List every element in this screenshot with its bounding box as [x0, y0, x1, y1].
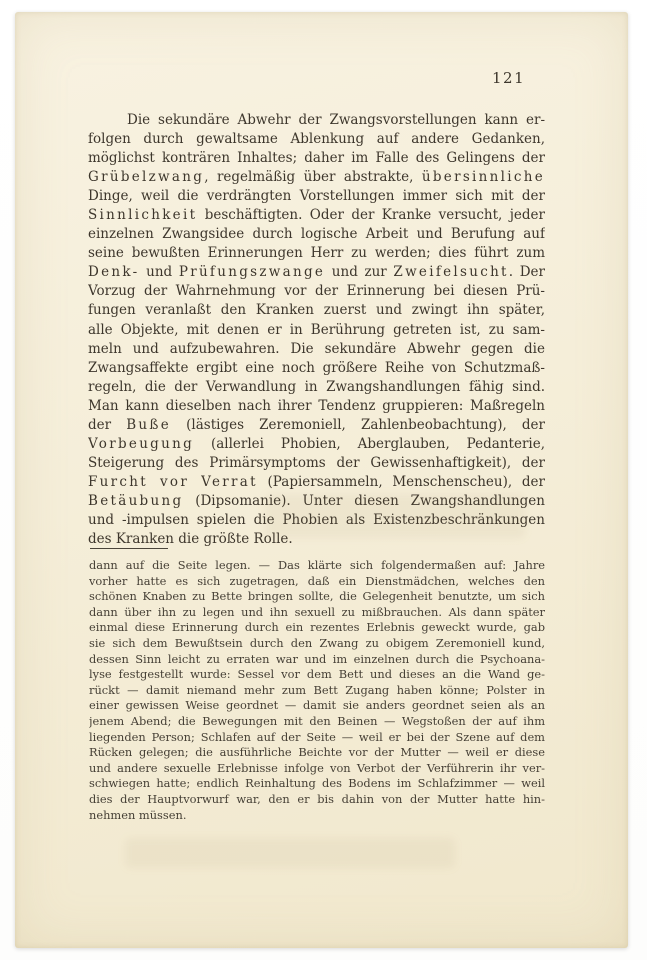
emphasized-letterspaced-text: Furcht vor Verrat [88, 473, 258, 490]
text-line: regeln, die der Verwandlung in Zwangshandlungen fähig sind. [88, 378, 545, 395]
text-line: dies der Hauptvorwurf war, den er bis dahin von der Mutter hatte hin- [89, 791, 545, 806]
text-line: möglichst konträren Inhaltes; daher im Falle des Gelingens der [88, 150, 545, 167]
text-line: nehmen müssen. [89, 807, 187, 822]
text-line: jenem Abend; die Bewegungen mit den Beinen — Wegstoßen der auf ihm [89, 713, 545, 728]
footnote-text-block [89, 558, 545, 823]
text-line: dann auf die Seite legen. — Das klärte sich folgendermaßen auf: Jahre [89, 558, 545, 572]
bleed-through-smudge [125, 838, 455, 868]
text-line: Grübelzwang, regelmäßig über abstrakte, übersinnliche [88, 169, 545, 186]
text-line: dann über ihn zu legen und ihn sexuell zu mißbrauchen. Als dann später [89, 604, 545, 619]
text-line: der Buße (lästiges Zeremoniell, Zahlenbeobachtung), der [88, 416, 545, 433]
footnote-separator-rule [90, 548, 168, 549]
text-line: lyse festgestellt wurde: Sessel vor dem Bett und dieses an die Wand ge- [89, 667, 545, 682]
page-number: 121 [492, 69, 526, 87]
text-line: folgen durch gewaltsame Ablenkung auf andere Gedanken, [88, 131, 545, 148]
bleed-through-smudge [265, 494, 525, 538]
book-page [15, 12, 628, 948]
text-line: und andere sexuelle Erlebnisse infolge von Verbot der Verführerin ihr ver- [89, 760, 545, 775]
text-line: Rücken gelegen; die ausführliche Beichte vor der Mutter — weil er diese [89, 745, 545, 760]
emphasized-letterspaced-text: Sinnlichkeit [88, 207, 198, 224]
emphasized-letterspaced-text: Zweifelsucht [393, 264, 509, 281]
text-line: einmal diese Erinnerung durch ein rezentes Erlebnis geweckt wurde, gab [89, 620, 545, 635]
text-line: sie sich dem Bewußtsein durch den Zwang zu obigem Zeremoniell kund, [89, 635, 545, 650]
text-line: Vorzug der Wahrnehmung vor der Erinnerung bei diesen Prü- [88, 283, 545, 300]
text-line: meln und aufzubewahren. Die sekundäre Abwehr gegen die [88, 340, 545, 357]
text-line: liegenden Person; Schlafen auf der Seite — weil er bei der Szene auf dem [89, 729, 545, 744]
text-line: dessen Sinn leicht zu erraten war und im einzelnen durch die Psychoana- [89, 651, 545, 666]
text-line: schönen Knaben zu Bette bringen sollte, die Gelegenheit benutzte, um sich [89, 589, 545, 604]
emphasized-letterspaced-text: Buße [126, 416, 172, 433]
text-line: alle Objekte, mit denen er in Berührung getreten ist, zu sam- [88, 321, 545, 338]
emphasized-letterspaced-text: übersinnliche [421, 169, 545, 186]
text-line: rückt — damit niemand mehr zum Bett Zugang haben könne; Polster in [89, 682, 545, 697]
text-line: schwiegen hatte; endlich Reinhaltung des Bodens im Schlafzimmer — weil [89, 776, 545, 791]
text-line: Sinnlichkeit beschäftigten. Oder der Kranke versucht, jeder [88, 207, 545, 224]
text-line: des Kranken die größte Rolle. [88, 531, 293, 548]
text-line: Betäubung (Dipsomanie). Unter diesen Zwangshandlungen [88, 492, 545, 509]
text-line: Dinge, weil die verdrängten Vorstellungen immer sich mit der [88, 188, 545, 205]
main-text-block [88, 111, 545, 549]
text-line: einzelnen Zwangsidee durch logische Arbeit und Berufung auf [88, 226, 545, 243]
emphasized-letterspaced-text: Denk- [88, 264, 140, 281]
text-line: Furcht vor Verrat (Papiersammeln, Menschenscheu), der [88, 473, 545, 490]
emphasized-letterspaced-text: Prüfungszwange [178, 264, 326, 281]
text-line: Denk- und Prüfungszwange und zur Zweifelsucht. Der [88, 264, 545, 281]
text-line: Man kann dieselben nach ihrer Tendenz gruppieren: Maßregeln [88, 397, 545, 414]
text-line: seine bewußten Erinnerungen Herr zu werden; dies führt zum [88, 245, 545, 262]
emphasized-letterspaced-text: Betäubung [88, 492, 184, 509]
text-line: vorher hatte es sich zugetragen, daß ein Dienstmädchen, welches den [89, 573, 545, 588]
text-line: Steigerung des Primärsymptoms der Gewissenhaftigkeit), der [88, 454, 545, 471]
text-line: und -impulsen spielen die Phobien als Existenzbeschränkungen [88, 511, 545, 528]
text-line: Zwangsaffekte ergibt eine noch größere Reihe von Schutzmaß- [88, 359, 545, 376]
emphasized-letterspaced-text: Vorbeugung [88, 435, 195, 452]
emphasized-letterspaced-text: Grübelzwang [88, 169, 205, 186]
text-line: fungen veranlaßt den Kranken zuerst und zwingt ihn später, [88, 302, 545, 319]
text-line: Vorbeugung (allerlei Phobien, Aberglauben, Pedanterie, [88, 435, 545, 452]
text-line: Die sekundäre Abwehr der Zwangsvorstellungen kann er- [127, 112, 545, 128]
text-line: einer gewissen Weise geordnet — damit sie anders geordnet seien als an [89, 698, 545, 713]
